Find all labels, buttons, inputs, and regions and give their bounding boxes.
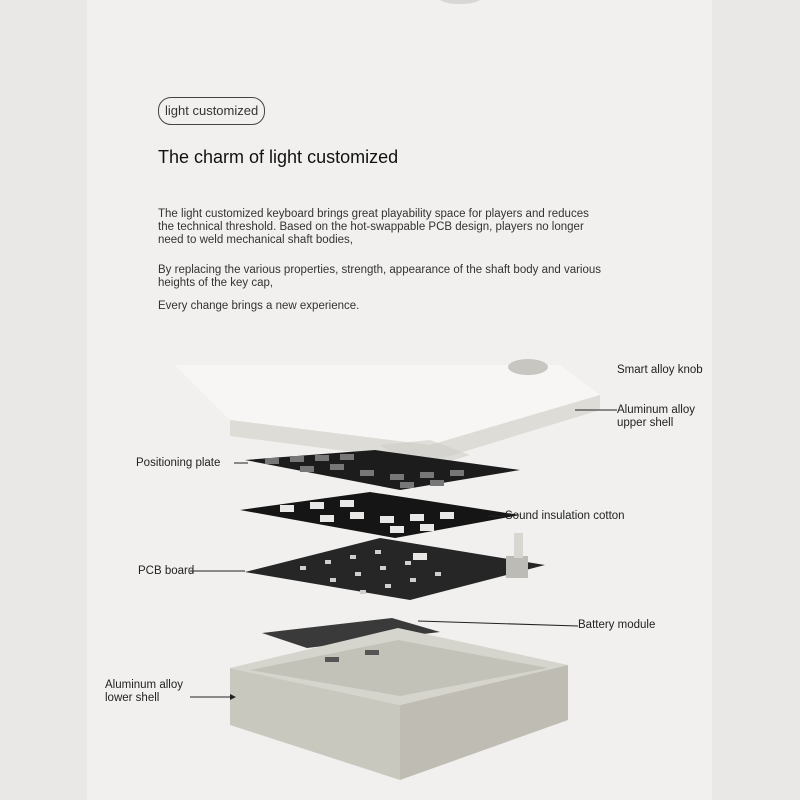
label-sound-insulation-cotton: Sound insulation cotton xyxy=(505,510,625,522)
closing-paragraph: Every change brings a new experience. xyxy=(158,300,360,312)
label-positioning-plate: Positioning plate xyxy=(136,457,221,469)
sound-insulation-cotton xyxy=(240,492,520,538)
knob-top xyxy=(508,359,548,375)
rotary-encoder xyxy=(506,533,528,578)
pcb-board xyxy=(245,538,545,600)
label-upper-shell: Aluminum alloy upper shell xyxy=(617,404,695,429)
detail-paragraph: By replacing the various properties, strength, appearance of the shaft body and various heights of the key cap, xyxy=(158,264,602,289)
label-battery-module: Battery module xyxy=(578,619,656,631)
positioning-plate xyxy=(245,450,520,490)
category-tag: light customized xyxy=(158,97,265,125)
lower-shell xyxy=(230,628,568,780)
label-smart-alloy-knob: Smart alloy knob xyxy=(617,364,703,376)
page-title: The charm of light customized xyxy=(158,147,399,167)
label-pcb-board: PCB board xyxy=(138,565,195,577)
intro-paragraph: The light customized keyboard brings great playability space for players and reduces the technical threshold. Based on the hot-swappable PCB design, players no longer need to weld mechanical shaft bodies, xyxy=(158,208,589,246)
label-lower-shell: Aluminum alloy lower shell xyxy=(105,679,183,704)
